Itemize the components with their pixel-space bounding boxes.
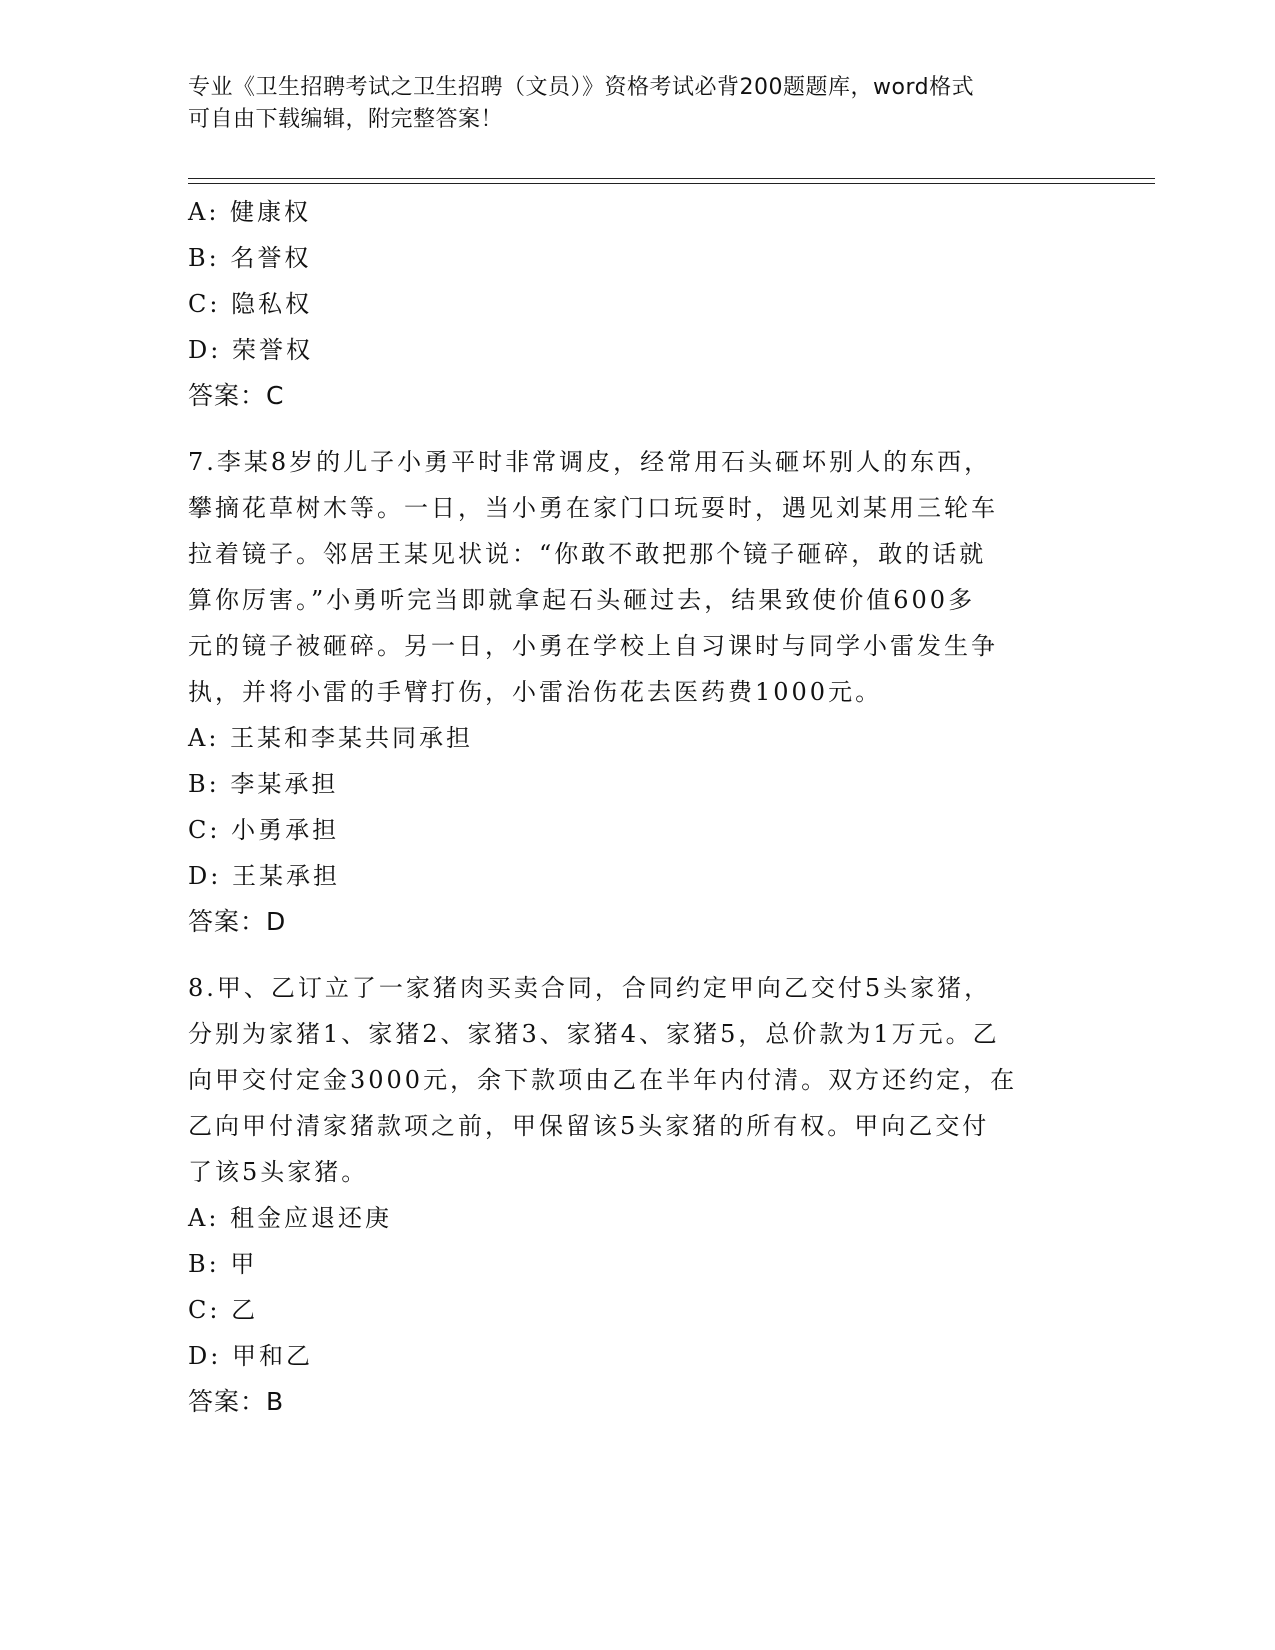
header-title-line-1: 专业《卫生招聘考试之卫生招聘（文员）》资格考试必背200题题库，word格式: [188, 75, 975, 100]
q8-answer: 答案：B: [188, 1387, 285, 1416]
header-divider-bottom: [188, 183, 1155, 184]
q8-option-b: B: 甲: [188, 1250, 258, 1278]
q7-stem-line: 执，并将小雷的手臂打伤，小雷治伤花去医药费1000元。: [188, 678, 883, 706]
q8-stem: [188, 965, 1088, 1195]
q8-option-c: C: 乙: [188, 1296, 259, 1324]
q8-option-a: A: 租金应退还庚: [188, 1204, 393, 1232]
question-6-block: [188, 189, 1088, 419]
q7-option-b: B: 李某承担: [188, 770, 339, 798]
question-content: [188, 189, 1088, 1445]
q6-answer: 答案：C: [188, 381, 285, 410]
header-divider-top: [188, 178, 1155, 179]
q6-option-d: D: 荣誉权: [188, 336, 313, 364]
q7-option-d: D: 王某承担: [188, 862, 340, 890]
q7-option-c: C: 小勇承担: [188, 816, 340, 844]
q7-option-a: A: 王某和李某共同承担: [188, 724, 474, 752]
q8-stem-line: 了该5头家猪。: [188, 1158, 369, 1186]
question-7-block: [188, 439, 1088, 945]
q7-stem-line: 7.李某8岁的儿子小勇平时非常调皮，经常用石头砸坏别人的东西，: [188, 448, 992, 476]
q6-option-b: B: 名誉权: [188, 244, 312, 272]
q8-stem-line: 分别为家猪1、家猪2、家猪3、家猪4、家猪5，总价款为1万元。乙: [188, 1020, 1000, 1048]
q6-option-c: C: 隐私权: [188, 290, 313, 318]
q8-stem-line: 向甲交付定金3000元，余下款项由乙在半年内付清。双方还约定，在: [188, 1066, 1018, 1094]
q7-stem-line: 元的镜子被砸碎。另一日，小勇在学校上自习课时与同学小雷发生争: [188, 632, 998, 660]
q7-answer: 答案：D: [188, 907, 287, 936]
q7-stem-line: 算你厉害。”小勇听完当即就拿起石头砸过去，结果致使价值600多: [188, 586, 976, 614]
q6-option-a: A: 健康权: [188, 198, 312, 226]
q7-stem-line: 拉着镜子。邻居王某见状说：“你敢不敢把那个镜子砸碎，敢的话就: [188, 540, 987, 568]
q8-option-d: D: 甲和乙: [188, 1342, 313, 1370]
q8-stem-line: 8.甲、乙订立了一家猪肉买卖合同，合同约定甲向乙交付5头家猪，: [188, 974, 992, 1002]
q8-stem-line: 乙向甲付清家猪款项之前，甲保留该5头家猪的所有权。甲向乙交付: [188, 1112, 990, 1140]
question-8-block: [188, 965, 1088, 1425]
q7-stem: [188, 439, 1088, 715]
q7-stem-line: 攀摘花草树木等。一日，当小勇在家门口玩耍时，遇见刘某用三轮车: [188, 494, 998, 522]
document-header: [188, 72, 1068, 136]
header-title-line-2: 可自由下载编辑，附完整答案！: [188, 107, 504, 132]
